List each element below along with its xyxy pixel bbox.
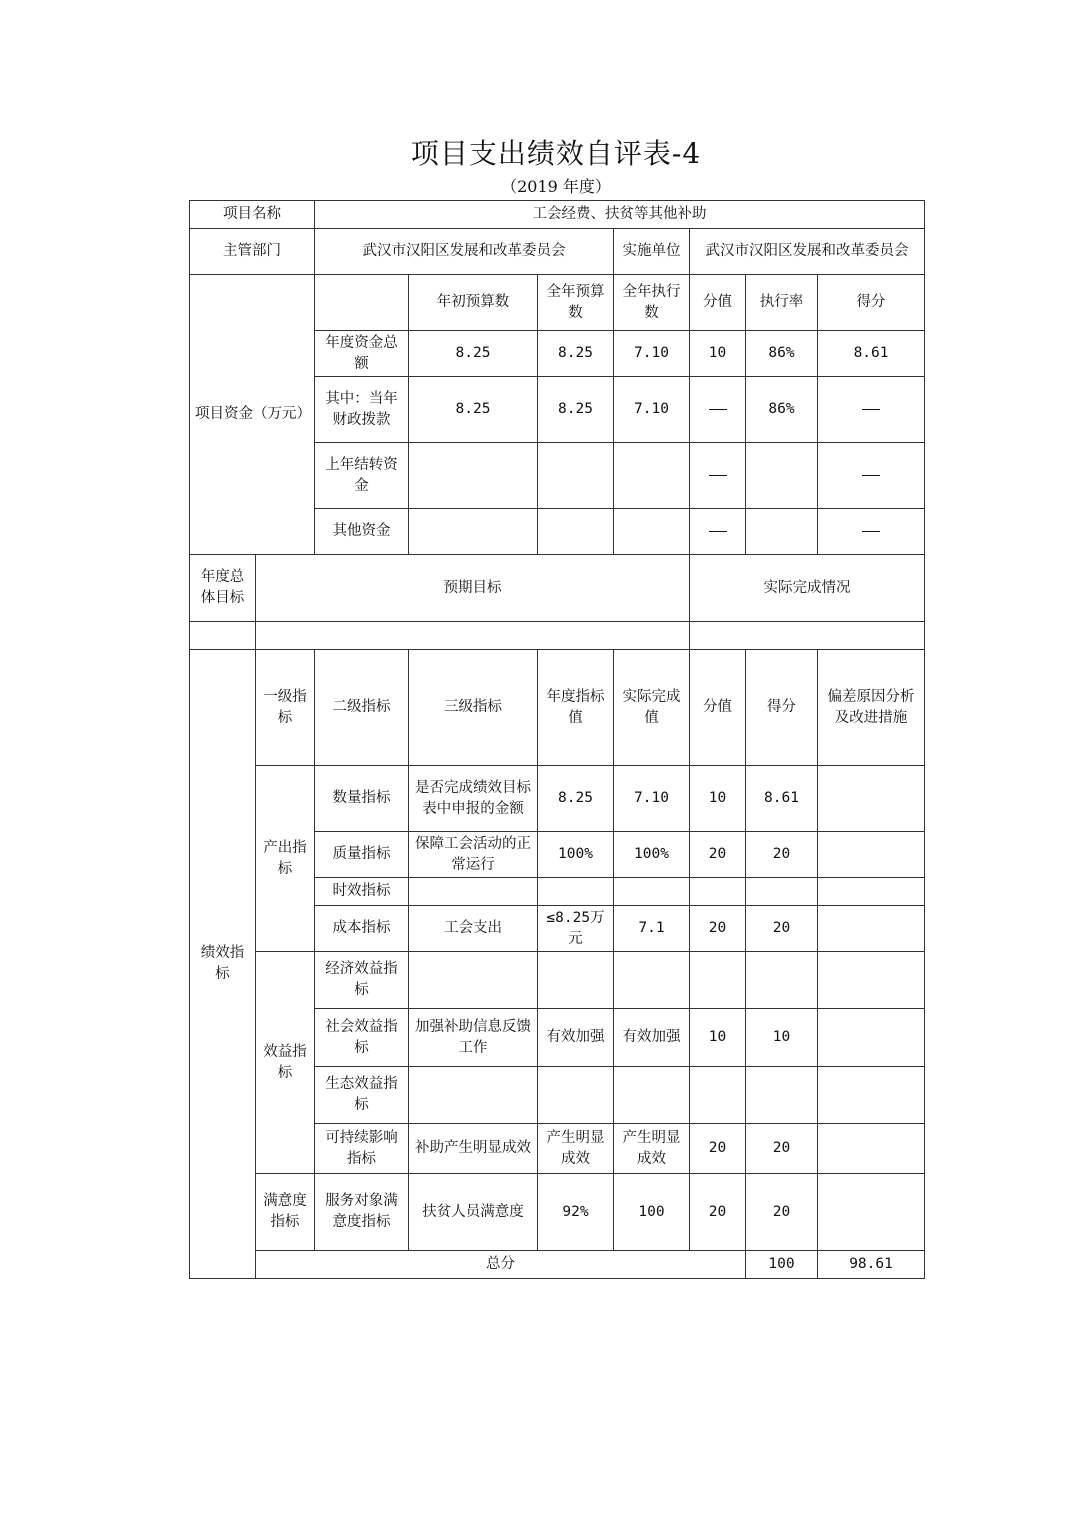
funds-header: 分值 — [690, 275, 746, 331]
perf-header: 得分 — [746, 650, 818, 766]
dept-label: 主管部门 — [190, 229, 315, 275]
target-cell: 有效加强 — [538, 1009, 614, 1067]
level2-cell: 经济效益指标 — [315, 952, 409, 1009]
target-cell — [538, 1067, 614, 1124]
funds-header: 得分 — [818, 275, 925, 331]
funds-cell: 8.25 — [538, 377, 614, 443]
impl-unit-label: 实施单位 — [614, 229, 690, 275]
funds-cell — [746, 509, 818, 555]
goals-expected-header: 预期目标 — [256, 555, 690, 622]
reason-cell — [818, 832, 925, 878]
funds-cell — [409, 509, 538, 555]
score-cell: 20 — [690, 1174, 746, 1251]
project-name-value: 工会经费、扶贫等其他补助 — [315, 201, 925, 229]
score-cell: 10 — [690, 1009, 746, 1067]
actual-cell — [614, 878, 690, 906]
actual-cell: 有效加强 — [614, 1009, 690, 1067]
funds-cell: 8.25 — [409, 377, 538, 443]
level2-cell: 数量指标 — [315, 766, 409, 832]
score-cell: 20 — [690, 906, 746, 952]
goals-label: 年度总体目标 — [190, 555, 256, 622]
funds-header: 全年预算数 — [538, 275, 614, 331]
dash-mark — [862, 531, 880, 532]
funds-cell: 8.61 — [818, 331, 925, 377]
goals-blank — [190, 622, 256, 650]
perf-header: 三级指标 — [409, 650, 538, 766]
funds-cell: 86% — [746, 377, 818, 443]
dash-mark — [862, 475, 880, 476]
total-got: 98.61 — [818, 1251, 925, 1279]
report-year: （2019 年度） — [501, 177, 611, 196]
funds-cell — [690, 443, 746, 509]
target-cell: 产生明显成效 — [538, 1124, 614, 1174]
funds-cell — [409, 443, 538, 509]
funds-header: 执行率 — [746, 275, 818, 331]
total-label: 总分 — [256, 1251, 746, 1279]
reason-cell — [818, 878, 925, 906]
perf-header: 分值 — [690, 650, 746, 766]
funds-cell — [690, 377, 746, 443]
level3-cell — [409, 878, 538, 906]
level2-cell: 质量指标 — [315, 832, 409, 878]
funds-row-name: 其他资金 — [315, 509, 409, 555]
level2-cell: 可持续影响指标 — [315, 1124, 409, 1174]
funds-cell — [690, 509, 746, 555]
page-title: 项目支出绩效自评表-4 — [410, 137, 702, 170]
level3-cell — [409, 1067, 538, 1124]
perf-header: 实际完成值 — [614, 650, 690, 766]
got-cell: 20 — [746, 906, 818, 952]
score-cell — [690, 878, 746, 906]
funds-cell — [614, 443, 690, 509]
funds-row-name: 年度资金总额 — [315, 331, 409, 377]
project-name-label: 项目名称 — [190, 201, 315, 229]
got-cell: 20 — [746, 1174, 818, 1251]
reason-cell — [818, 1124, 925, 1174]
funds-label: 项目资金（万元） — [190, 275, 315, 555]
level1-output: 产出指标 — [256, 766, 315, 952]
score-cell — [690, 952, 746, 1009]
funds-header: 年初预算数 — [409, 275, 538, 331]
goals-actual-header: 实际完成情况 — [690, 555, 925, 622]
total-score: 100 — [746, 1251, 818, 1279]
funds-cell: 7.10 — [614, 331, 690, 377]
level3-cell: 工会支出 — [409, 906, 538, 952]
actual-cell — [614, 952, 690, 1009]
funds-row-name: 其中：当年财政拨款 — [315, 377, 409, 443]
funds-cell: 7.10 — [614, 377, 690, 443]
dash-mark — [709, 475, 727, 476]
target-cell: 92% — [538, 1174, 614, 1251]
level1-benefit: 效益指标 — [256, 952, 315, 1174]
actual-cell: 7.1 — [614, 906, 690, 952]
level2-cell: 成本指标 — [315, 906, 409, 952]
perf-header: 一级指标 — [256, 650, 315, 766]
level2-cell: 生态效益指标 — [315, 1067, 409, 1124]
funds-cell: 86% — [746, 331, 818, 377]
reason-cell — [818, 906, 925, 952]
level3-cell: 补助产生明显成效 — [409, 1124, 538, 1174]
score-cell: 10 — [690, 766, 746, 832]
level2-cell: 时效指标 — [315, 878, 409, 906]
got-cell — [746, 1067, 818, 1124]
dash-mark — [709, 409, 727, 410]
perf-header: 偏差原因分析及改进措施 — [818, 650, 925, 766]
funds-cell — [818, 443, 925, 509]
actual-cell: 产生明显成效 — [614, 1124, 690, 1174]
level1-satisfaction: 满意度指标 — [256, 1174, 315, 1251]
goals-expected-value — [256, 622, 690, 650]
level2-cell: 社会效益指标 — [315, 1009, 409, 1067]
level2-cell: 服务对象满意度指标 — [315, 1174, 409, 1251]
target-cell: 8.25 — [538, 766, 614, 832]
funds-cell — [538, 509, 614, 555]
performance-table — [189, 200, 925, 1279]
got-cell: 8.61 — [746, 766, 818, 832]
funds-cell — [818, 509, 925, 555]
got-cell: 10 — [746, 1009, 818, 1067]
got-cell — [746, 952, 818, 1009]
reason-cell — [818, 766, 925, 832]
actual-cell — [614, 1067, 690, 1124]
actual-cell: 7.10 — [614, 766, 690, 832]
funds-row-name: 上年结转资金 — [315, 443, 409, 509]
funds-cell — [614, 509, 690, 555]
level3-cell — [409, 952, 538, 1009]
reason-cell — [818, 1174, 925, 1251]
target-cell: ≤8.25万元 — [538, 906, 614, 952]
level3-cell: 扶贫人员满意度 — [409, 1174, 538, 1251]
got-cell: 20 — [746, 832, 818, 878]
dash-mark — [862, 409, 880, 410]
funds-cell — [746, 443, 818, 509]
performance-label: 绩效指标 — [190, 650, 256, 1279]
funds-cell — [818, 377, 925, 443]
score-cell: 20 — [690, 832, 746, 878]
level3-cell: 是否完成绩效目标表中申报的金额 — [409, 766, 538, 832]
goals-actual-value — [690, 622, 925, 650]
dash-mark — [709, 531, 727, 532]
reason-cell — [818, 1009, 925, 1067]
funds-cell — [538, 443, 614, 509]
funds-cell: 8.25 — [409, 331, 538, 377]
score-cell — [690, 1067, 746, 1124]
funds-cell: 10 — [690, 331, 746, 377]
impl-unit-value: 武汉市汉阳区发展和改革委员会 — [690, 229, 925, 275]
target-cell — [538, 878, 614, 906]
funds-cell: 8.25 — [538, 331, 614, 377]
target-cell — [538, 952, 614, 1009]
perf-header: 二级指标 — [315, 650, 409, 766]
got-cell — [746, 878, 818, 906]
reason-cell — [818, 952, 925, 1009]
funds-header: 全年执行数 — [614, 275, 690, 331]
dept-value: 武汉市汉阳区发展和改革委员会 — [315, 229, 614, 275]
target-cell: 100% — [538, 832, 614, 878]
funds-header-blank — [315, 275, 409, 331]
actual-cell: 100 — [614, 1174, 690, 1251]
perf-header: 年度指标值 — [538, 650, 614, 766]
got-cell: 20 — [746, 1124, 818, 1174]
reason-cell — [818, 1067, 925, 1124]
score-cell: 20 — [690, 1124, 746, 1174]
level3-cell: 加强补助信息反馈工作 — [409, 1009, 538, 1067]
actual-cell: 100% — [614, 832, 690, 878]
level3-cell: 保障工会活动的正常运行 — [409, 832, 538, 878]
